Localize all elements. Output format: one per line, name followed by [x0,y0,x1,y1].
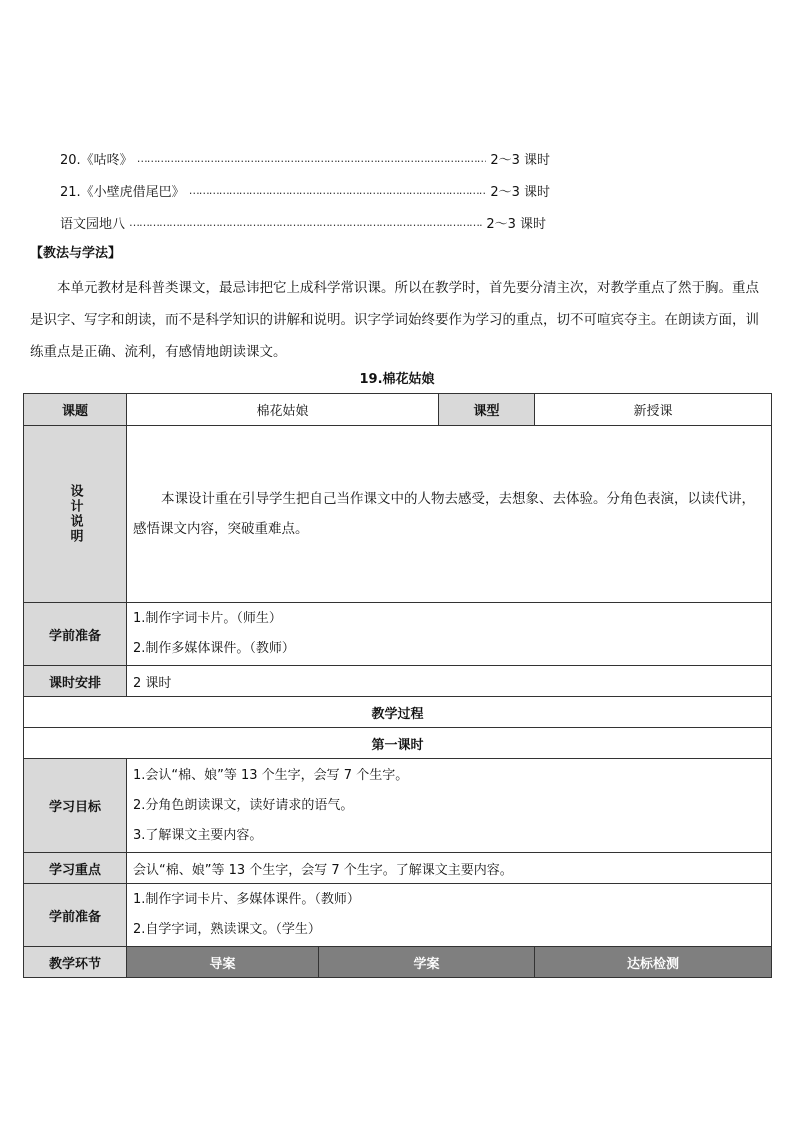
list-item: 2.分角色朗读课文，读好请求的语气。 [133,797,354,813]
prep2-label: 学前准备 [24,884,127,947]
table-row [24,947,772,978]
toc-line [60,180,550,200]
process-heading: 教学过程 [24,697,772,728]
design-label-cell [24,426,127,603]
goals-items [127,759,772,853]
step-label: 教学环节 [24,947,127,978]
toc-leader-dots [137,152,487,165]
period-heading: 第一课时 [24,728,772,759]
table-row [24,728,772,759]
method-heading: 【教法与学法】 [30,246,122,261]
table-row [24,394,772,426]
toc-hours: 2～3 课时 [490,184,550,200]
toc-line [60,212,546,232]
method-paragraph: 本单元教材是科普类课文，最忌讳把它上成科学常识课。所以在教学时，首先要分清主次，对教学重点了然于胸。重点是识字、写字和朗读，而不是科学知识的讲解和说明。识字学词始终要作为学习的重点，切不可喧宾夺主。在朗读方面，训练重点是正确、流利，有感情地朗读课文。 [30,280,759,360]
table-row [24,603,772,666]
toc-hours: 2～3 课时 [490,152,550,168]
schedule-value: 2 课时 [127,666,772,697]
table-row [24,697,772,728]
list-item: 1.制作字词卡片。（师生） [133,611,282,626]
schedule-label: 课时安排 [24,666,127,697]
table-row [24,853,772,884]
toc-hours: 2～3 课时 [486,216,546,232]
goals-label: 学习目标 [24,759,127,853]
topic-label: 课题 [24,394,127,426]
focus-value: 会认“棉、娘”等 13 个生字，会写 7 个生字。了解课文主要内容。 [127,853,772,884]
lesson-plan-table [23,393,772,978]
list-item: 2.制作多媒体课件。（教师） [133,641,295,656]
list-item: 1.制作字词卡片、多媒体课件。（教师） [133,892,360,907]
prep2-items [127,884,772,947]
toc-title: 20.《咕咚》 [60,152,133,168]
type-label: 课型 [439,394,535,426]
col-study-header: 学案 [319,947,535,978]
topic-value: 棉花姑娘 [127,394,439,426]
design-text: 本课设计重在引导学生把自己当作课文中的人物去感受，去想象、去体验。分角色表演，以读代讲，感悟课文内容，突破重难点。 [127,426,772,603]
col-check-header: 达标检测 [535,947,772,978]
toc-leader-dots [189,184,487,197]
prep-label: 学前准备 [24,603,127,666]
toc-title: 语文园地八 [60,216,126,232]
table-row [24,666,772,697]
list-item: 2.自学字词，熟读课文。（学生） [133,922,321,937]
design-label: 设计说明 [67,484,83,544]
table-row [24,426,772,603]
list-item: 1.会认“棉、娘”等 13 个生字，会写 7 个生字。 [133,767,409,783]
list-item: 3.了解课文主要内容。 [133,827,263,843]
prep-items [127,603,772,666]
toc-leader-dots [129,216,482,229]
col-guide-header: 导案 [127,947,319,978]
toc-line [60,148,550,168]
toc-title: 21.《小壁虎借尾巴》 [60,184,185,200]
table-row [24,884,772,947]
type-value: 新授课 [535,394,772,426]
focus-label: 学习重点 [24,853,127,884]
lesson-title: 19.棉花姑娘 [359,372,435,387]
table-row [24,759,772,853]
